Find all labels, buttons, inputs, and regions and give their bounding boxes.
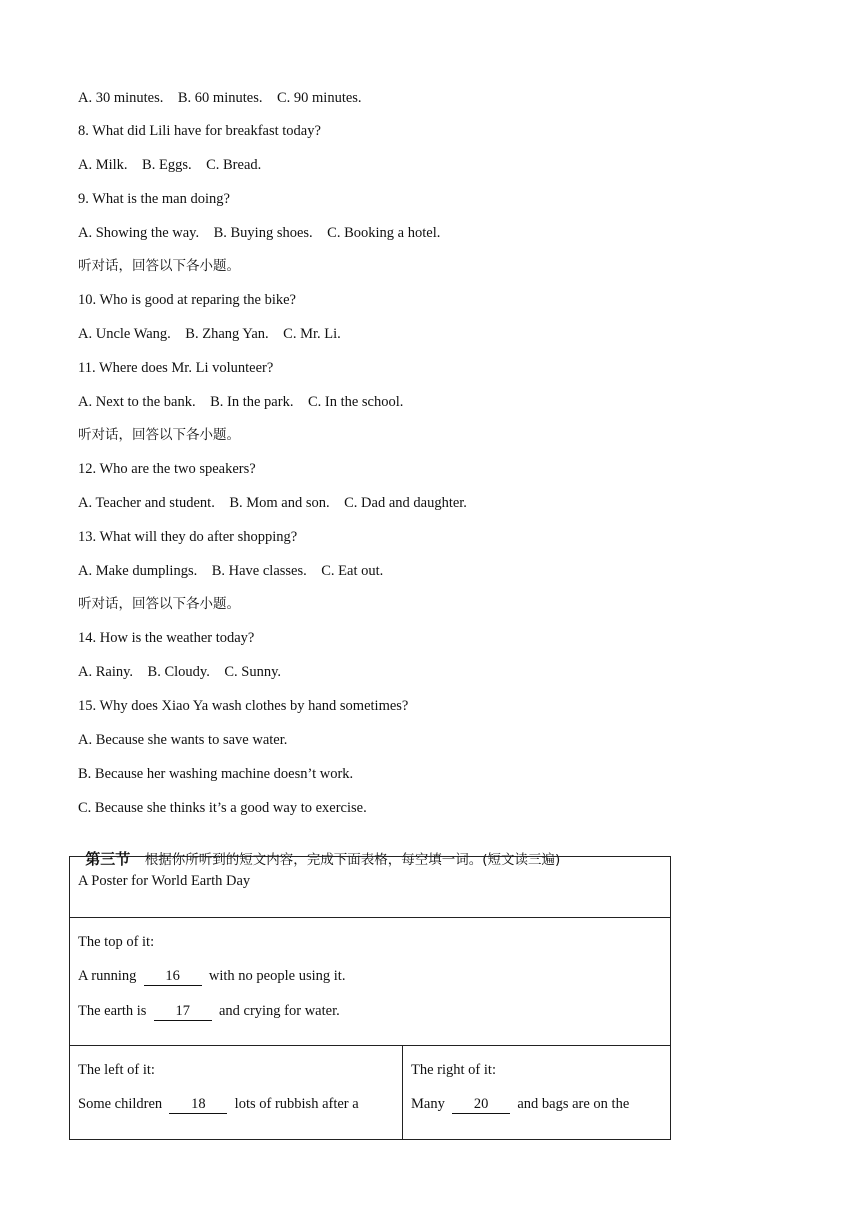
question-line: 10. Who is good at reparing the bike? [78,292,296,308]
top-line-1: A running 16 with no people using it. [78,968,346,984]
question-line: C. Because she thinks it’s a good way to exercise. [78,800,367,816]
right-heading: The right of it: [411,1062,496,1078]
section-description: 根据你所听到的短文内容，完成下面表格，每空填一词。(短文读三遍) [144,852,561,868]
left-line: Some children 18 lots of rubbish after a [78,1096,359,1112]
blank-18[interactable]: 18 [169,1095,227,1114]
question-line: A. 30 minutes. B. 60 minutes. C. 90 minutes. [78,90,362,106]
blank-20[interactable]: 20 [452,1095,510,1114]
blank-17[interactable]: 17 [154,1002,212,1021]
right-line: Many 20 and bags are on the [411,1096,630,1112]
question-line: A. Rainy. B. Cloudy. C. Sunny. [78,664,282,680]
question-line: A. Make dumplings. B. Have classes. C. Eat out. [78,563,384,579]
poster-table [69,856,671,1140]
section-title: 第三节 [85,850,131,868]
question-line: A. Uncle Wang. B. Zhang Yan. C. Mr. Li. [78,326,341,342]
instruction-line: 听对话，回答以下各小题。 [78,596,240,612]
poster-right-cell [403,1046,671,1140]
question-line: A. Teacher and student. B. Mom and son. C. Dad and daughter. [78,495,467,511]
top-line-2: The earth is 17 and crying for water. [78,1003,340,1019]
question-line: A. Next to the bank. B. In the park. C. In the school. [78,394,404,410]
question-line: A. Showing the way. B. Buying shoes. C. Booking a hotel. [78,225,441,241]
poster-top-cell [70,918,671,1046]
question-line: 11. Where does Mr. Li volunteer? [78,360,274,376]
question-line: 13. What will they do after shopping? [78,529,298,545]
poster-left-cell [70,1046,403,1140]
question-line: 9. What is the man doing? [78,191,230,207]
question-line: A. Milk. B. Eggs. C. Bread. [78,157,262,173]
left-heading: The left of it: [78,1062,155,1078]
question-line: A. Because she wants to save water. [78,732,288,748]
question-line: 8. What did Lili have for breakfast today? [78,123,321,139]
blank-16[interactable]: 16 [144,967,202,986]
poster-title: A Poster for World Earth Day [78,873,251,889]
poster-title-cell [70,857,671,918]
instruction-line: 听对话，回答以下各小题。 [78,427,240,443]
question-line: 12. Who are the two speakers? [78,461,256,477]
instruction-line: 听对话，回答以下各小题。 [78,258,240,274]
question-line: 14. How is the weather today? [78,630,255,646]
top-heading: The top of it: [78,934,155,950]
question-line: 15. Why does Xiao Ya wash clothes by hand sometimes? [78,698,409,714]
question-line: B. Because her washing machine doesn’t work. [78,766,354,782]
